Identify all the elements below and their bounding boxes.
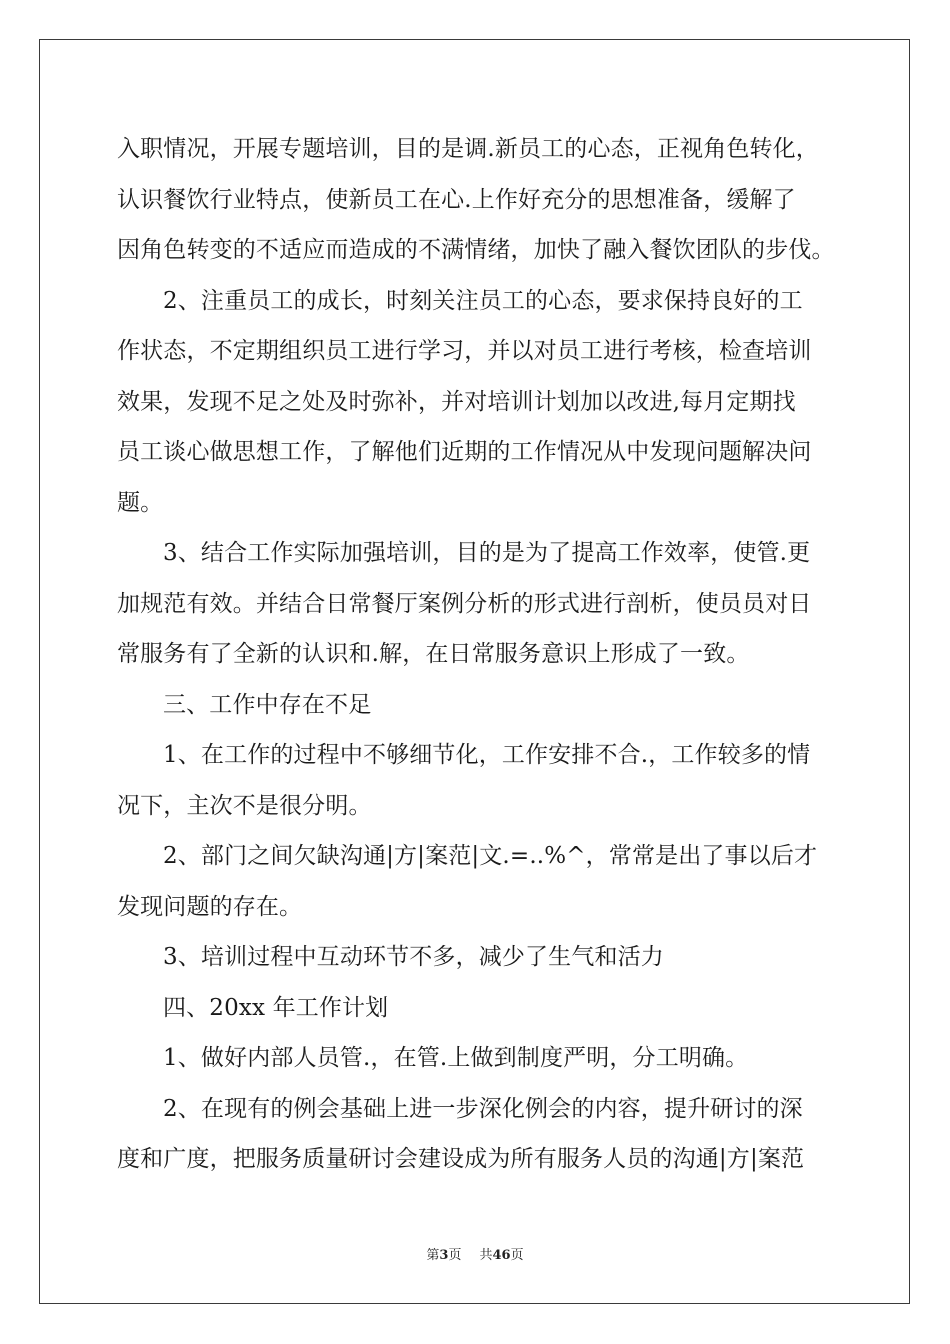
page-number: 3 (439, 1248, 449, 1263)
text-line: 员工谈心做思想工作，了解他们近期的工作情况从中发现问题解决问 (117, 439, 812, 465)
paragraph-start-line: 3、结合工作实际加强培训，目的是为了提高工作效率，使管.更 (163, 540, 811, 566)
text-line: 常服务有了全新的认识和.解，在日常服务意识上形成了一致。 (117, 641, 750, 667)
paragraph-start-line: 2、部门之间欠缺沟通|方|案范|文.=..%^，常常是出了事以后才 (163, 843, 818, 869)
paragraph-start-line: 2、在现有的例会基础上进一步深化例会的内容，提升研讨的深 (163, 1095, 803, 1122)
section-heading: 三、工作中存在不足 (163, 691, 372, 718)
text-line: 作状态，不定期组织员工进行学习，并以对员工进行考核，检查培训 (117, 338, 812, 364)
text-line: 题。 (117, 489, 164, 516)
paragraph-start-line: 1、在工作的过程中不够细节化，工作安排不合.，工作较多的情 (163, 742, 811, 768)
total-prefix: 共 (479, 1248, 493, 1263)
paragraph-start-line: 2、注重员工的成长，时刻关注员工的心态，要求保持良好的工 (163, 287, 803, 314)
page-suffix: 页 (448, 1248, 462, 1263)
text-line: 入职情况，开展专题培训，目的是调.新员工的心态，正视角色转化， (117, 136, 819, 162)
total-suffix: 页 (510, 1248, 524, 1263)
paragraph-start-line: 1、做好内部人员管.，在管.上做到制度严明，分工明确。 (163, 1045, 749, 1071)
text-line: 况下，主次不是很分明。 (117, 792, 372, 819)
text-line: 度和广度，把服务质量研讨会建设成为所有服务人员的沟通|方|案范 (117, 1146, 805, 1172)
text-line: 认识餐饮行业特点，使新员工在心.上作好充分的思想准备，缓解了 (117, 186, 796, 213)
section-heading: 四、20xx 年工作计划 (163, 994, 389, 1021)
page-footer (0, 1244, 950, 1263)
total-pages: 46 (492, 1248, 511, 1263)
text-line: 因角色转变的不适应而造成的不满情绪，加快了融入餐饮团队的步伐。 (117, 237, 835, 263)
text-line: 加规范有效。并结合日常餐厅案例分析的形式进行剖析，使员员对日 (117, 590, 812, 617)
text-line: 效果，发现不足之处及时弥补，并对培训计划加以改进,每月定期找 (117, 388, 796, 415)
text-line: 发现问题的存在。 (117, 893, 303, 920)
document-body (117, 124, 837, 1185)
page-prefix: 第 (426, 1248, 440, 1263)
paragraph-start-line: 3、培训过程中互动环节不多，减少了生气和活力 (163, 944, 664, 970)
